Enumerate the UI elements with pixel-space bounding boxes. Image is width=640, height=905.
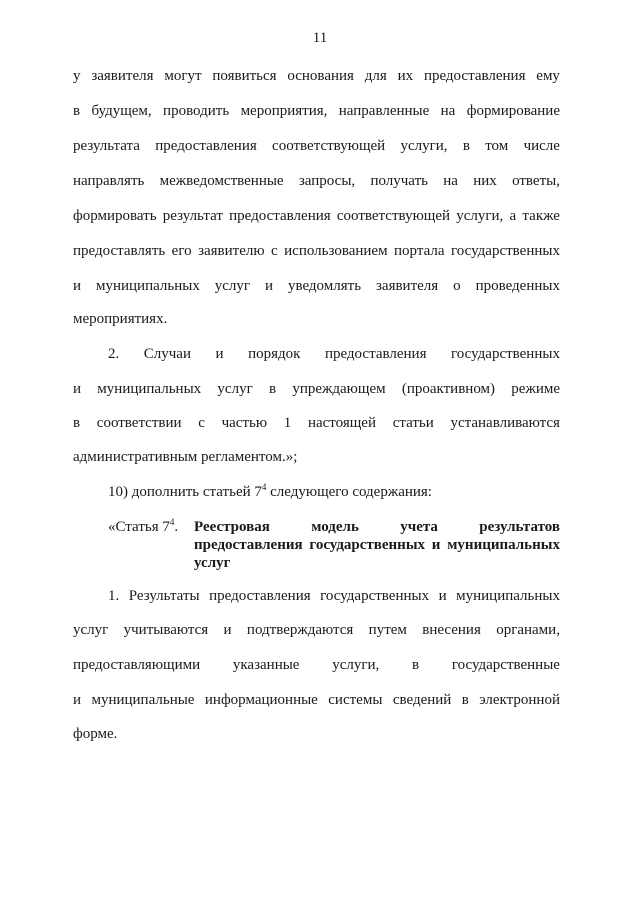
word: услуги, [332, 657, 380, 673]
article-label-superscript: 4 [169, 517, 175, 527]
word: и [438, 588, 447, 604]
word: с [198, 415, 205, 431]
word: учитываются [123, 622, 209, 638]
word: них [473, 173, 497, 189]
word: результатов [479, 519, 560, 535]
word: внесения [422, 622, 481, 638]
word: а [509, 208, 517, 224]
word: муниципальных [456, 588, 560, 604]
word: предоставляющими [73, 657, 201, 673]
word: в [462, 138, 470, 154]
word: в [412, 657, 420, 673]
article-heading [108, 518, 560, 578]
word: заявителю [198, 243, 265, 259]
word: направленные [338, 103, 430, 119]
word: предоставления [423, 68, 526, 84]
word: органами, [496, 622, 560, 638]
paragraph-3-line [108, 586, 560, 606]
word: предоставления [155, 138, 257, 154]
paragraph-1-line [73, 66, 560, 86]
word: и [73, 278, 82, 294]
word: системы [328, 692, 383, 708]
word: государственных [320, 588, 430, 604]
word: предоставления [229, 208, 331, 224]
word: также [522, 208, 560, 224]
item-10-suffix: следующего содержания: [266, 484, 432, 500]
word: и [265, 278, 274, 294]
word: государственных [451, 243, 560, 259]
word: ему [536, 68, 560, 84]
word: 1 [283, 415, 292, 431]
word: и [73, 692, 82, 708]
paragraph-1-line [73, 136, 560, 156]
word: числе [523, 138, 560, 154]
word: формирование [466, 103, 560, 119]
article-title-line: услуг [194, 555, 231, 571]
word: на [440, 103, 456, 119]
word: государственных [309, 537, 426, 553]
word: сведений [392, 692, 452, 708]
paragraph-3-line [73, 655, 560, 675]
word: муниципальных [97, 381, 202, 397]
word: соответствующей [336, 208, 451, 224]
word: в [73, 103, 81, 119]
word: настоящей [307, 415, 376, 431]
word: уведомлять [287, 278, 362, 294]
word: в [461, 692, 469, 708]
word: на [443, 173, 458, 189]
word: основания [287, 68, 354, 84]
word: государственные [451, 657, 560, 673]
word: будущем, [91, 103, 152, 119]
word: том [485, 138, 509, 154]
word: мероприятия, [240, 103, 328, 119]
article-title-line [194, 518, 560, 536]
word: формировать [73, 208, 157, 224]
paragraph-1-line [73, 276, 560, 296]
word: предоставления [324, 346, 427, 362]
article-label-dot: . [174, 519, 179, 535]
word: его [171, 243, 192, 259]
word: Результаты [128, 588, 200, 604]
word: и [223, 622, 232, 638]
word: соответствии [96, 415, 182, 431]
word: заявителя [91, 68, 154, 84]
word: услуги, [456, 208, 504, 224]
word: модель [311, 519, 359, 535]
word: использованием [284, 243, 388, 259]
word: предоставления [194, 537, 303, 553]
word: упреждающем [292, 381, 386, 397]
word: и [73, 381, 82, 397]
paragraph-3-line [73, 620, 560, 640]
word: заявителя [375, 278, 439, 294]
word: запросы, [298, 173, 356, 189]
word: муниципальных [447, 537, 560, 553]
word: учета [400, 519, 438, 535]
word: (проактивном) [401, 381, 496, 397]
word: услуг [214, 278, 251, 294]
word: появиться [212, 68, 277, 84]
word: в [268, 381, 277, 397]
page-number: 11 [312, 30, 328, 46]
word: муниципальные [91, 692, 195, 708]
word: Случаи [143, 346, 191, 362]
paragraph-1-line [73, 101, 560, 121]
item-10-superscript: 4 [261, 482, 267, 492]
word: режиме [511, 381, 560, 397]
word: для [364, 68, 387, 84]
paragraph-3-line [73, 690, 560, 710]
word: их [397, 68, 414, 84]
word: статьи [392, 415, 434, 431]
word: информационные [204, 692, 318, 708]
paragraph-3-line: форме. [73, 726, 118, 742]
word: портала [394, 243, 445, 259]
word: электронной [479, 692, 560, 708]
word: путем [368, 622, 407, 638]
paragraph-1-line [73, 171, 560, 191]
word: получать [370, 173, 428, 189]
item-10-prefix: 10) дополнить статьей 7 [108, 484, 262, 500]
word: в [73, 415, 81, 431]
article-label [108, 518, 178, 536]
word: услуг [217, 381, 253, 397]
word: могут [164, 68, 202, 84]
word: 2. [108, 346, 120, 362]
word: услуг [73, 622, 109, 638]
word: Реестровая [194, 519, 270, 535]
word: частью [221, 415, 268, 431]
word: подтверждаются [246, 622, 354, 638]
word: услуги, [400, 138, 448, 154]
paragraph-2-line: административным регламентом.»; [73, 449, 298, 465]
word: о [453, 278, 461, 294]
word: проводить [163, 103, 230, 119]
word: направлять [73, 173, 145, 189]
word: ответы, [512, 173, 560, 189]
word: 1. [108, 588, 120, 604]
paragraph-2-line [108, 344, 560, 364]
word: предоставления [209, 588, 311, 604]
word: и [431, 537, 441, 553]
word: указанные [232, 657, 300, 673]
word: результата [73, 138, 140, 154]
word: порядок [248, 346, 301, 362]
paragraph-1-line: мероприятиях. [73, 311, 168, 327]
word: с [271, 243, 278, 259]
item-10-line [108, 482, 560, 502]
word: проведенных [475, 278, 560, 294]
word: межведомственные [159, 173, 284, 189]
word: государственных [450, 346, 560, 362]
word: муниципальных [95, 278, 200, 294]
article-label-text: «Статья 7 [108, 519, 170, 535]
word: предоставлять [73, 243, 166, 259]
word: результат [162, 208, 223, 224]
word: и [215, 346, 224, 362]
article-title-line [194, 536, 560, 554]
paragraph-2-line [73, 413, 560, 433]
paragraph-1-line [73, 241, 560, 261]
word: устанавливаются [450, 415, 560, 431]
word: соответствующей [272, 138, 386, 154]
paragraph-1-line [73, 206, 560, 226]
word: у [73, 68, 81, 84]
paragraph-2-line [73, 379, 560, 399]
